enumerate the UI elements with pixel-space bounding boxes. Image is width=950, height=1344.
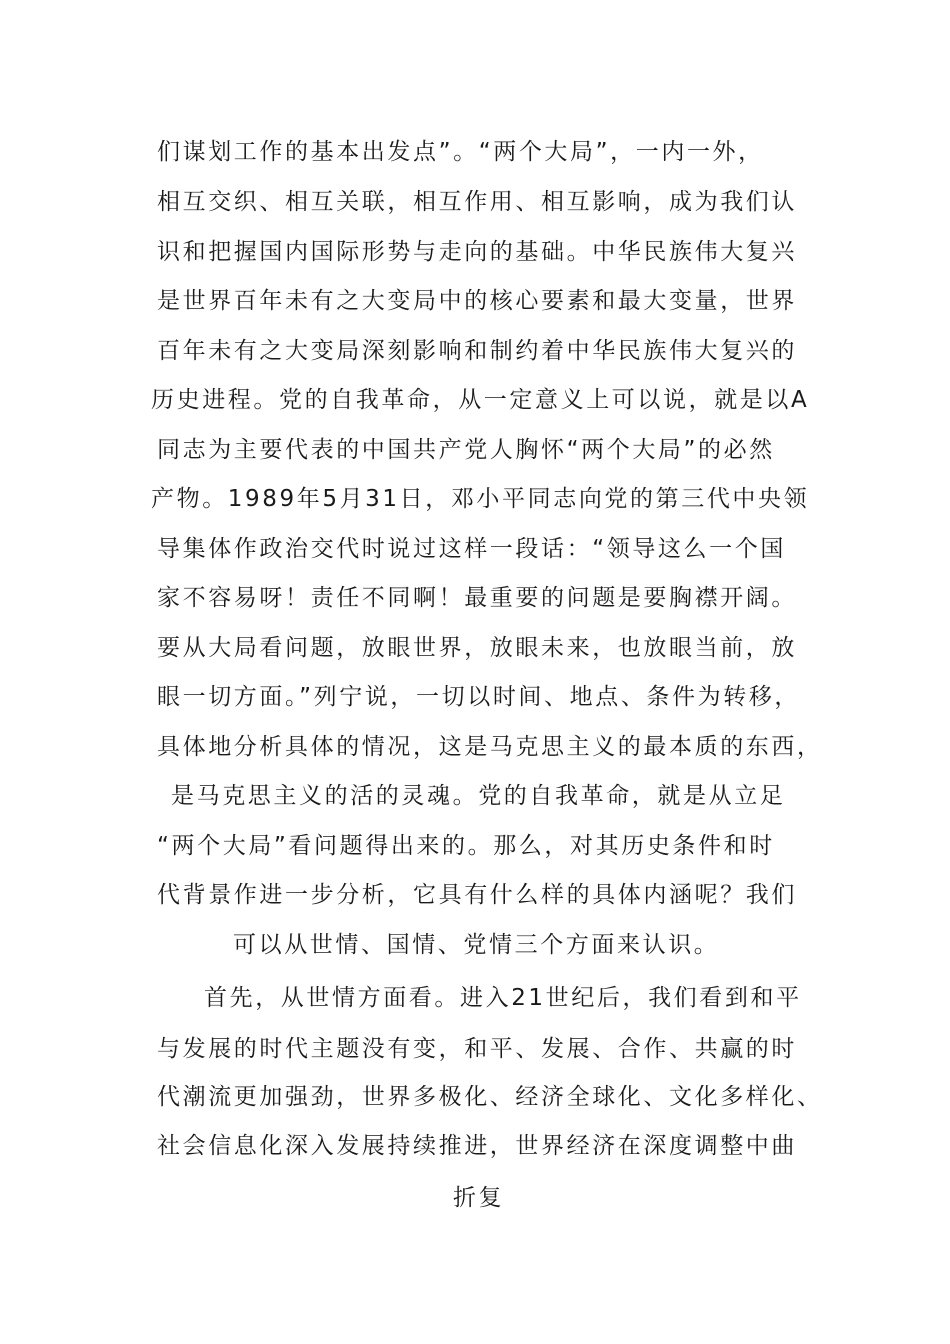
text-line: 可以从世情、国情、党情三个方面来认识。: [233, 932, 720, 958]
text-line: 们谋划工作的基本出发点”。“两个大局”，一内一外，: [157, 139, 764, 165]
text-line: 是马克思主义的活的灵魂。党的自我革命，就是从立足: [171, 783, 786, 809]
text-line: 百年未有之大变局深刻影响和制约着中华民族伟大复兴的: [157, 338, 797, 364]
text-line: 眼一切方面。”列宁说，一切以时间、地点、条件为转移，: [157, 684, 801, 710]
text-line: 家不容易呀！责任不同啊！最重要的问题是要胸襟开阔。: [157, 585, 797, 611]
text-line: 与发展的时代主题没有变，和平、发展、合作、共赢的时: [157, 1036, 797, 1062]
text-line: 是世界百年未有之大变局中的核心要素和最大变量，世界: [157, 288, 797, 314]
text-line: 产物。1989年5月31日，邓小平同志向党的第三代中央领: [151, 486, 810, 512]
text-line: 同志为主要代表的中国共产党人胸怀“两个大局”的必然: [157, 437, 775, 463]
text-line: 社会信息化深入发展持续推进，世界经济在深度调整中曲: [157, 1133, 797, 1159]
text-line: “两个大局”看问题得出来的。那么，对其历史条件和时: [157, 833, 775, 859]
text-line: 首先，从世情方面看。进入21世纪后，我们看到和平: [204, 985, 802, 1011]
text-line: 导集体作政治交代时说过这样一段话：“领导这么一个国: [157, 536, 786, 562]
text-line: 折复: [453, 1185, 505, 1211]
text-line: 要从大局看问题，放眼世界，放眼未来，也放眼当前，放: [157, 635, 797, 661]
text-line: 历史进程。党的自我革命，从一定意义上可以说，就是以A: [151, 387, 810, 413]
text-line: 代潮流更加强劲，世界多极化、经济全球化、文化多样化、: [157, 1084, 823, 1110]
text-line: 具体地分析具体的情况，这是马克思主义的最本质的东西，: [157, 734, 823, 760]
text-line: 代背景作进一步分析，它具有什么样的具体内涵呢？我们: [157, 882, 797, 908]
text-line: 相互交织、相互关联，相互作用、相互影响，成为我们认: [157, 189, 797, 215]
text-line: 识和把握国内国际形势与走向的基础。中华民族伟大复兴: [157, 239, 797, 265]
